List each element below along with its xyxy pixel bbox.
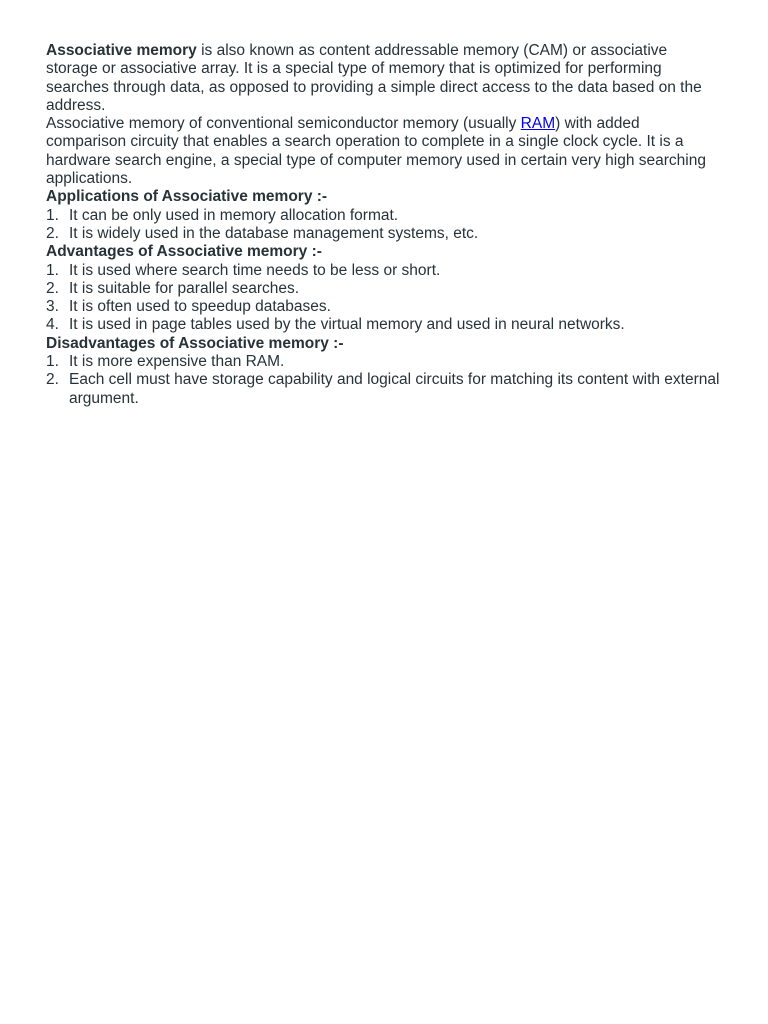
list-item-number: 1. <box>46 261 59 279</box>
intro-term: Associative memory <box>46 42 197 59</box>
list-item-text: It is suitable for parallel searches. <box>69 279 300 297</box>
list-item <box>46 371 722 408</box>
list-item-text: Each cell must have storage capability and logical circuits for matching its content with external argument. <box>69 371 720 407</box>
list-item <box>46 353 722 371</box>
list-item <box>46 316 722 334</box>
list-item-number: 1. <box>46 353 59 371</box>
list-item-text: It is used in page tables used by the virtual memory and used in neural networks. <box>69 316 625 334</box>
second-paragraph-before: Associative memory of conventional semiconductor memory (usually <box>46 115 521 133</box>
list-item <box>46 298 722 316</box>
list-item-number: 4. <box>46 316 59 334</box>
disadvantages-list <box>46 353 722 408</box>
list-item-number: 1. <box>46 206 59 224</box>
list-item-number: 2. <box>46 371 59 389</box>
list-item-number: 3. <box>46 298 59 316</box>
list-item-text: It can be only used in memory allocation format. <box>69 206 399 224</box>
list-item-text: It is used where search time needs to be less or short. <box>69 261 441 279</box>
list-item <box>46 225 722 243</box>
list-item <box>46 262 722 280</box>
second-paragraph-after: ) with added comparison circuity that enables a search operation to complete in a single clock cycle. It is a hardware search engine, a special type of computer memory used in certain very high searching applications. <box>46 115 706 188</box>
list-item <box>46 280 722 298</box>
ram-link[interactable]: RAM <box>520 115 556 133</box>
second-paragraph <box>46 115 722 188</box>
intro-paragraph <box>46 42 722 115</box>
applications-list <box>46 207 722 244</box>
applications-heading: Applications of Associative memory :- <box>46 188 328 206</box>
intro-text: is also known as content addressable memory (CAM) or associative storage or associative array. It is a special type of memory that is optimized for performing searches through data, as opposed to providing a simple direct access to the data based on the address. <box>46 42 702 114</box>
advantages-heading: Advantages of Associative memory :- <box>46 243 322 261</box>
disadvantages-heading: Disadvantages of Associative memory :- <box>46 334 344 352</box>
advantages-list <box>46 262 722 335</box>
list-item-number: 2. <box>46 224 59 242</box>
list-item-text: It is often used to speedup databases. <box>69 298 331 316</box>
list-item-text: It is widely used in the database management systems, etc. <box>69 224 479 242</box>
list-item <box>46 207 722 225</box>
list-item-number: 2. <box>46 279 59 297</box>
list-item-text: It is more expensive than RAM. <box>69 353 285 371</box>
